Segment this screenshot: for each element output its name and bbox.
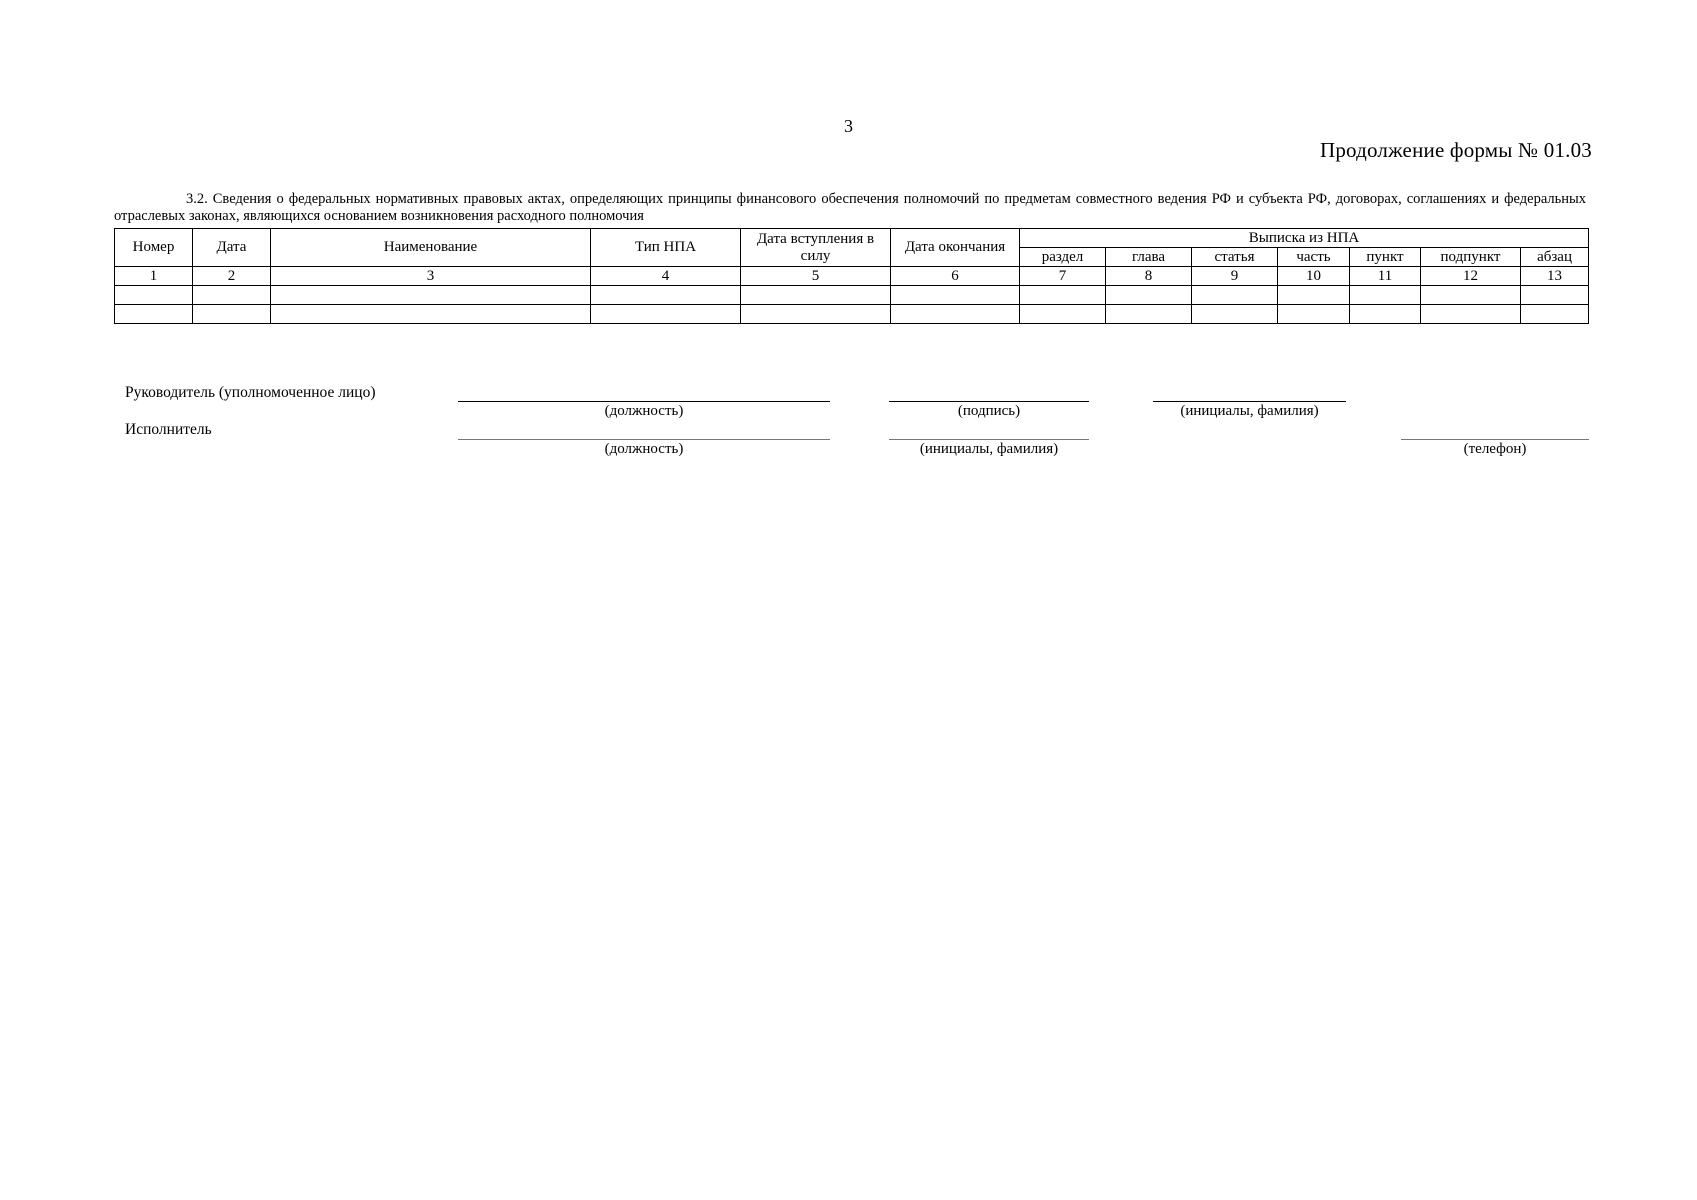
header-chapter: глава bbox=[1106, 248, 1192, 267]
table-cell[interactable] bbox=[271, 305, 591, 324]
column-number: 13 bbox=[1521, 267, 1589, 286]
manager-position-caption: (должность) bbox=[604, 403, 684, 419]
table-cell[interactable] bbox=[115, 286, 193, 305]
table-cell[interactable] bbox=[1421, 286, 1521, 305]
table-cell[interactable] bbox=[1106, 286, 1192, 305]
executor-phone-line[interactable] bbox=[1401, 439, 1589, 440]
header-section: раздел bbox=[1020, 248, 1106, 267]
column-number: 5 bbox=[741, 267, 891, 286]
header-end-date: Дата окончания bbox=[891, 229, 1020, 267]
table-cell[interactable] bbox=[193, 286, 271, 305]
header-name: Наименование bbox=[271, 229, 591, 267]
manager-label: Руководитель (уполномоченное лицо) bbox=[125, 384, 376, 401]
manager-name-line[interactable] bbox=[1153, 401, 1346, 402]
column-number: 9 bbox=[1192, 267, 1278, 286]
npa-table bbox=[114, 228, 1589, 324]
table-cell[interactable] bbox=[1278, 286, 1350, 305]
header-number: Номер bbox=[115, 229, 193, 267]
column-number: 12 bbox=[1421, 267, 1521, 286]
table-cell[interactable] bbox=[741, 305, 891, 324]
column-number: 6 bbox=[891, 267, 1020, 286]
executor-position-line[interactable] bbox=[458, 439, 830, 440]
column-number: 7 bbox=[1020, 267, 1106, 286]
table-cell[interactable] bbox=[115, 305, 193, 324]
table-cell[interactable] bbox=[1350, 305, 1421, 324]
form-continuation-title: Продолжение формы № 01.03 bbox=[1319, 138, 1592, 162]
header-part: часть bbox=[1278, 248, 1350, 267]
column-number-row bbox=[115, 267, 1589, 286]
column-number: 8 bbox=[1106, 267, 1192, 286]
header-subclause: подпункт bbox=[1421, 248, 1521, 267]
column-number: 11 bbox=[1350, 267, 1421, 286]
table-cell[interactable] bbox=[591, 286, 741, 305]
table-cell[interactable] bbox=[1020, 286, 1106, 305]
table-cell[interactable] bbox=[1192, 305, 1278, 324]
table-cell[interactable] bbox=[193, 305, 271, 324]
table-cell[interactable] bbox=[271, 286, 591, 305]
header-extract: Выписка из НПА bbox=[1020, 229, 1589, 248]
header-article: статья bbox=[1192, 248, 1278, 267]
header-date: Дата bbox=[193, 229, 271, 267]
table-cell[interactable] bbox=[1192, 286, 1278, 305]
header-effective-date: Дата вступления в силу bbox=[741, 229, 891, 267]
table-cell[interactable] bbox=[1350, 286, 1421, 305]
column-number: 2 bbox=[193, 267, 271, 286]
section-description bbox=[114, 191, 1586, 225]
table-cell[interactable] bbox=[891, 286, 1020, 305]
executor-position-caption: (должность) bbox=[604, 441, 684, 457]
table-cell[interactable] bbox=[1106, 305, 1192, 324]
column-number: 1 bbox=[115, 267, 193, 286]
executor-name-line[interactable] bbox=[889, 439, 1089, 440]
executor-name-caption: (инициалы, фамилия) bbox=[919, 441, 1059, 457]
executor-label: Исполнитель bbox=[125, 421, 212, 438]
table-cell[interactable] bbox=[1020, 305, 1106, 324]
header-paragraph: абзац bbox=[1521, 248, 1589, 267]
table-cell[interactable] bbox=[741, 286, 891, 305]
manager-name-caption: (инициалы, фамилия) bbox=[1180, 403, 1319, 419]
table-cell[interactable] bbox=[1521, 286, 1589, 305]
section-number: 3.2. bbox=[186, 191, 208, 207]
table-cell[interactable] bbox=[1521, 305, 1589, 324]
page-number: 3 bbox=[844, 116, 853, 136]
column-number: 4 bbox=[591, 267, 741, 286]
table-cell[interactable] bbox=[591, 305, 741, 324]
table-row bbox=[115, 305, 1589, 324]
manager-position-line[interactable] bbox=[458, 401, 830, 402]
column-number: 3 bbox=[271, 267, 591, 286]
manager-signature-line[interactable] bbox=[889, 401, 1089, 402]
table-row bbox=[115, 286, 1589, 305]
manager-signature-caption: (подпись) bbox=[957, 403, 1021, 419]
table-cell[interactable] bbox=[1278, 305, 1350, 324]
table-cell[interactable] bbox=[891, 305, 1020, 324]
header-clause: пункт bbox=[1350, 248, 1421, 267]
section-text: Сведения о федеральных нормативных правовых актах, определяющих принципы финансового обеспечения полномочий по предметам совместного ведения РФ и субъекта РФ, договорах, соглашениях и федеральных отраслевых законах, являющихся основанием возникновения расходного полномочия bbox=[114, 191, 1586, 224]
column-number: 10 bbox=[1278, 267, 1350, 286]
header-type: Тип НПА bbox=[591, 229, 741, 267]
table-cell[interactable] bbox=[1421, 305, 1521, 324]
executor-phone-caption: (телефон) bbox=[1463, 441, 1527, 457]
